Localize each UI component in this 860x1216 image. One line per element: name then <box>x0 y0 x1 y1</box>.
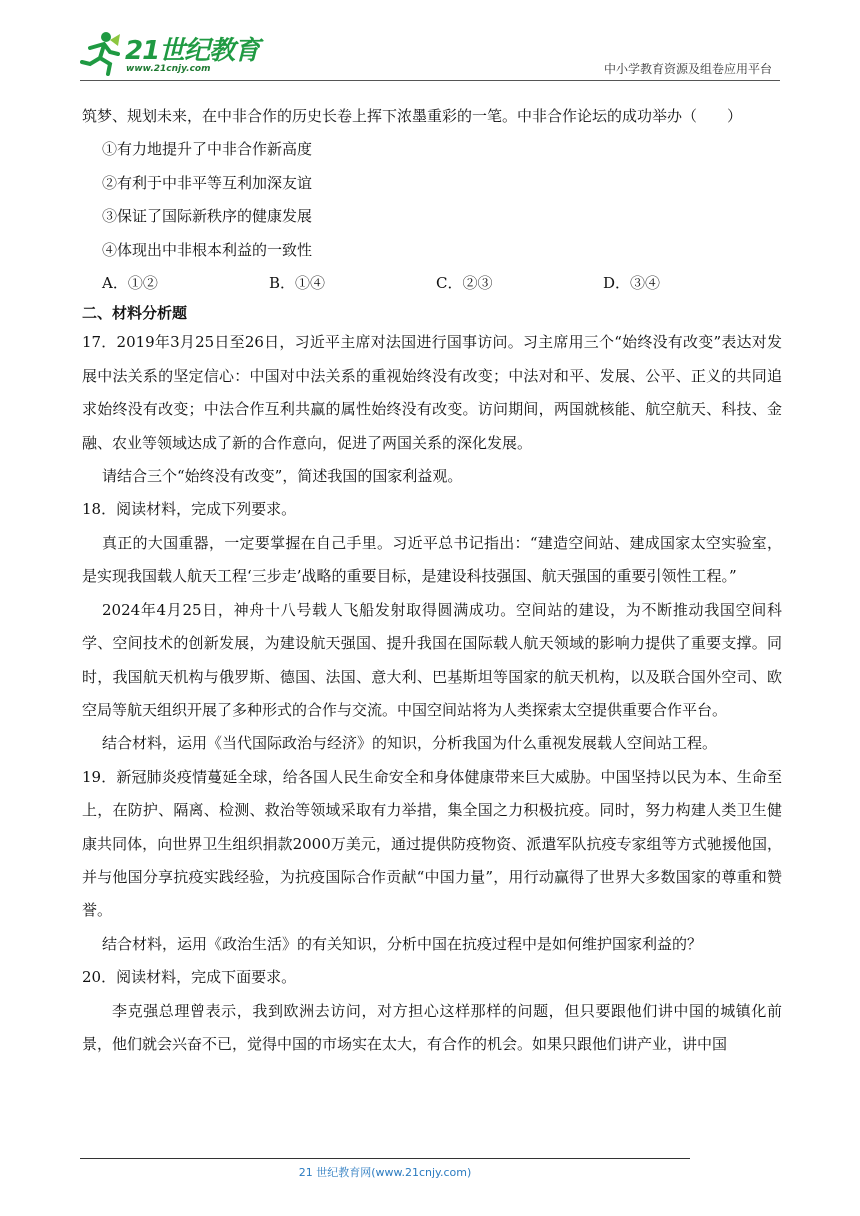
section-title: 二、材料分析题 <box>82 304 188 323</box>
platform-tagline: 中小学教育资源及组卷应用平台 <box>603 62 772 76</box>
document-body <box>82 100 782 1061</box>
logo <box>80 30 260 80</box>
choice-c: C．②③ <box>436 274 493 293</box>
q16-stem: 筑梦、规划未来，在中非合作的历史长卷上挥下浓墨重彩的一笔。中非合作论坛的成功举办（ ） <box>82 107 743 125</box>
page-header <box>80 26 780 82</box>
q16-item-3: ③保证了国际新秩序的健康发展 <box>102 207 313 226</box>
logo-url: www.21cnjy.com <box>126 64 211 74</box>
choice-d: D．③④ <box>603 274 661 293</box>
q20-paragraph-1: 李克强总理曾表示，我到欧洲去访问，对方担心这样那样的问题，但只要跟他们讲中国的城镇化前景，他们就会兴奋不已，觉得中国的市场实在太大，有合作的机会。如果只跟他们讲产业，讲中国 <box>82 1001 782 1053</box>
runner-logo-icon <box>80 30 124 76</box>
footer-link[interactable]: 21 世纪教育网(www.21cnjy.com) <box>298 1166 472 1179</box>
q18-intro: 18．阅读材料，完成下列要求。 <box>82 500 297 519</box>
q18-paragraph-1: 真正的大国重器，一定要掌握在自己手里。习近平总书记指出：“建造空间站、建成国家太空实验室，是实现我国载人航天工程‘三步走’战略的重要目标，是建设科技强国、航天强国的重要引领性工程。” <box>82 533 782 586</box>
q19-question: 结合材料，运用《政治生活》的有关知识，分析中国在抗疫过程中是如何维护国家利益的？ <box>102 934 703 953</box>
q17-material: 17．2019年3月25日至26日，习近平主席对法国进行国事访问。习主席用三个“始终没有改变”表达对发展中法关系的坚定信心：中国对中法关系的重视始终没有改变；中法对和平、发展、公平、正义的共同追求始终没有改变；中法合作互利共赢的属性始终没有改变。访问期间，两国就核能、航空航天、科技、金融、农业等领域达成了新的合作意向，促进了两国关系的深化发展。 <box>82 333 782 452</box>
q20-intro: 20．阅读材料，完成下面要求。 <box>82 968 297 987</box>
footer-divider <box>80 1158 690 1159</box>
logo-text: 21世纪教育 <box>125 36 260 66</box>
q19-material: 19．新冠肺炎疫情蔓延全球，给各国人民生命安全和身体健康带来巨大威胁。中国坚持以民为本、生命至上，在防护、隔离、检测、救治等领域采取有力举措，集全国之力积极抗疫。同时，努力构建人类卫生健康共同体，向世界卫生组织捐款2000万美元，通过提供防疫物资、派遣军队抗疫专家组等方式驰援他国，并与他国分享抗疫实践经验，为抗疫国际合作贡献“中国力量”，用行动赢得了世界大多数国家的尊重和赞誉。 <box>82 767 782 920</box>
q18-question: 结合材料，运用《当代国际政治与经济》的知识，分析我国为什么重视发展载人空间站工程。 <box>102 734 718 753</box>
q16-choices <box>82 267 782 300</box>
q18-paragraph-2: 2024年4月25日，神舟十八号载人飞船发射取得圆满成功。空间站的建设，为不断推动我国空间科学、空间技术的创新发展，为建设航天强国、提升我国在国际载人航天领域的影响力提供了重要支撑。同时，我国航天机构与俄罗斯、德国、法国、意大利、巴基斯坦等国家的航天机构，以及联合国外空司、欧空局等航天组织开展了多种形式的合作与交流。中国空间站将为人类探索太空提供重要合作平台。 <box>82 600 782 719</box>
q17-question: 请结合三个“始终没有改变”，简述我国的国家利益观。 <box>102 467 463 486</box>
choice-b: B．①④ <box>269 274 326 293</box>
q16-item-2: ②有利于中非平等互利加深友谊 <box>102 173 313 192</box>
choice-a: A．①② <box>102 274 158 293</box>
header-divider <box>80 80 780 81</box>
q16-item-4: ④体现出中非根本利益的一致性 <box>102 240 313 259</box>
q16-item-1: ①有力地提升了中非合作新高度 <box>102 140 313 159</box>
